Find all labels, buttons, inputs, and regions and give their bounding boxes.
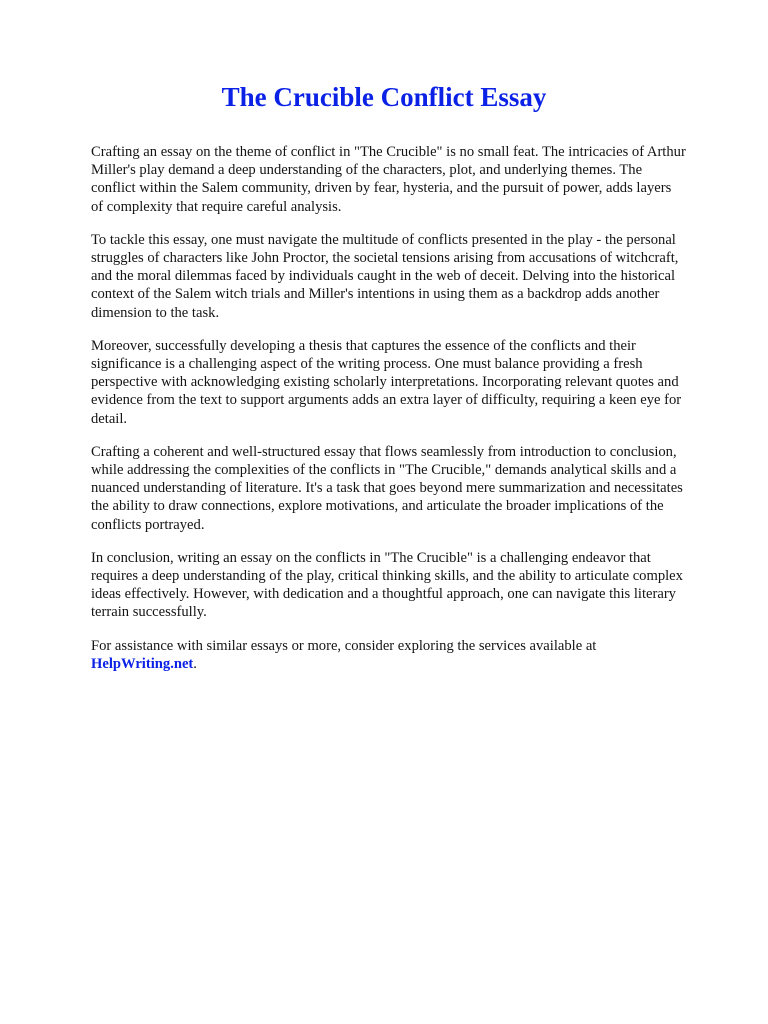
paragraph-thesis: Moreover, successfully developing a thesis that captures the essence of the conflicts and their significance is a challenging aspect of the writing process. One must balance providing a fresh perspective with acknowledging existing scholarly interpretations. Incorporating relevant quotes and evidence from the text to support arguments adds an extra layer of difficulty, requiring a keen eye for detail. [91,337,682,427]
essay-body [91,143,687,688]
helpwriting-link[interactable]: HelpWriting.net [91,655,194,672]
paragraph-conclusion: In conclusion, writing an essay on the conflicts in "The Crucible" is a challenging endeavor that requires a deep understanding of the play, critical thinking skills, and the ability to articulate complex ideas effectively. However, with dedication and a thoughtful approach, one can navigate this literary terrain successfully. [91,549,683,621]
paragraph-conflicts: To tackle this essay, one must navigate the multitude of conflicts presented in the play - the personal struggles of characters like John Proctor, the societal tensions arising from accusations of witchcraft, and the moral dilemmas faced by individuals caught in the web of deceit. Delving into the historical context of the Salem witch trials and Miller's intentions in using them as a backdrop adds another dimension to the task. [91,231,679,321]
closing-paragraph [91,637,687,673]
closing-text: For assistance with similar essays or more, consider exploring the services available at [91,637,597,654]
document-title: The Crucible Conflict Essay [221,82,547,112]
paragraph-structure: Crafting a coherent and well-structured essay that flows seamlessly from introduction to conclusion, while addressing the complexities of the conflicts in "The Crucible," demands analytical skills and a nuanced understanding of literature. It's a task that goes beyond mere summarization and necessitates the ability to draw connections, explore motivations, and articulate the broader implications of the conflicts portrayed. [91,443,683,533]
closing-suffix: . [193,655,197,672]
paragraph-intro: Crafting an essay on the theme of conflict in "The Crucible" is no small feat. The intricacies of Arthur Miller's play demand a deep understanding of the characters, plot, and underlying themes. The conflict within the Salem community, driven by fear, hysteria, and the pursuit of power, adds layers of complexity that require careful analysis. [91,144,686,215]
